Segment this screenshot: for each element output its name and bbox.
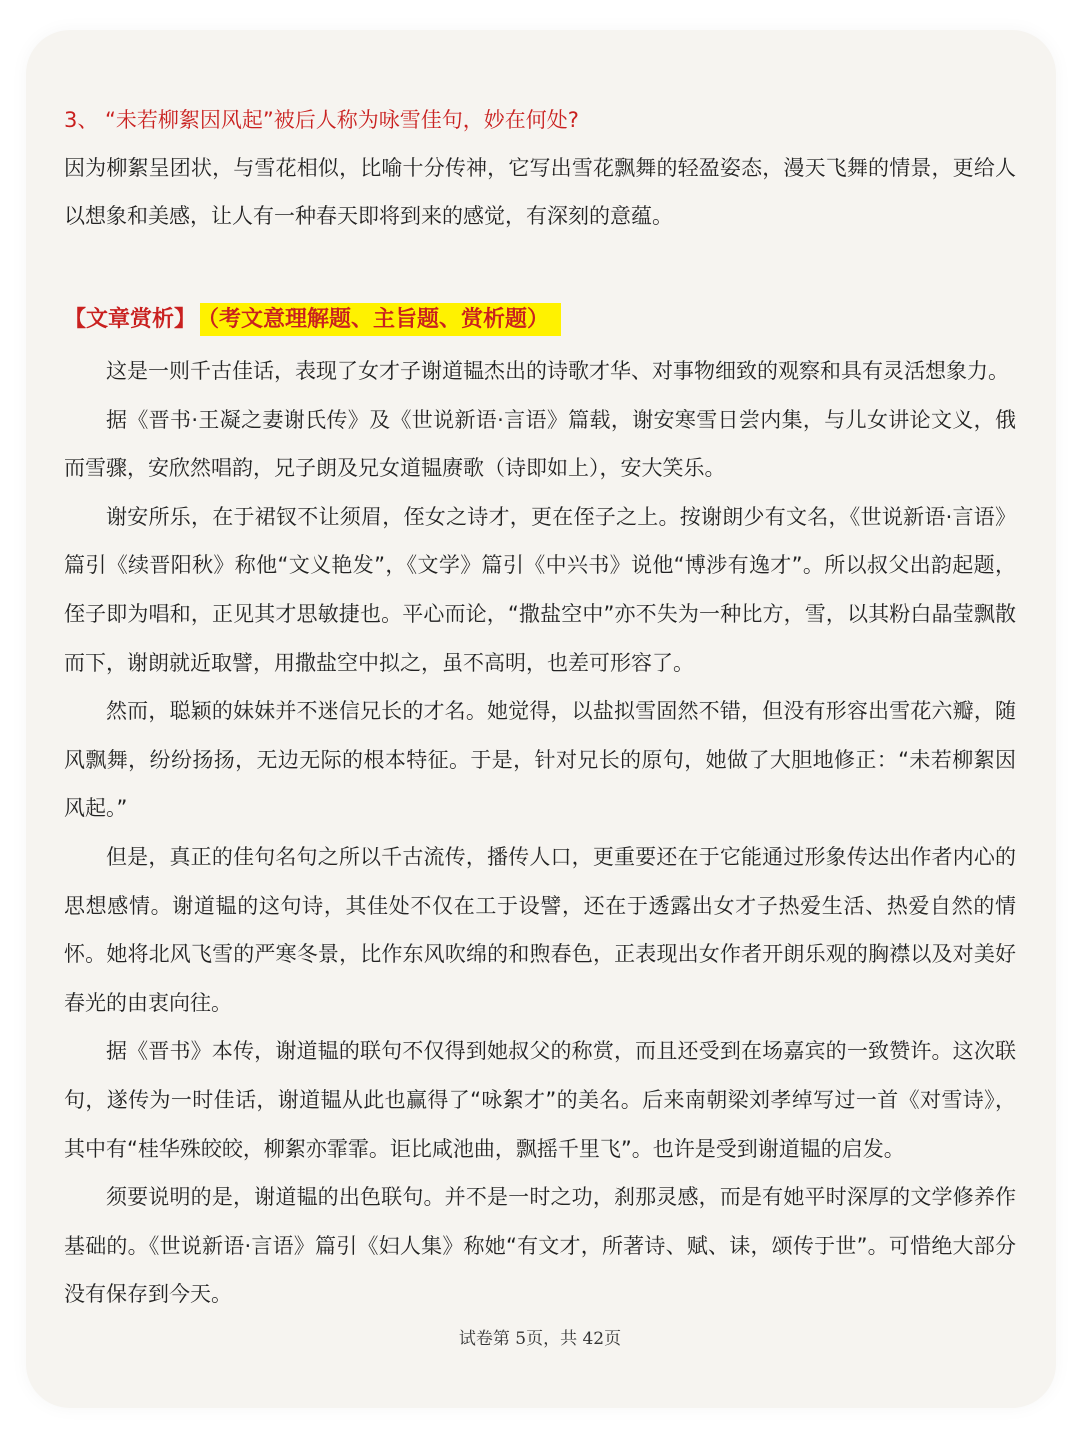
paragraph-6: 据《晋书》本传，谢道韫的联句不仅得到她叔父的称赏，而且还受到在场嘉宾的一致赞许。这次联句，遂传为一时佳话，谢道韫从此也赢得了“咏絮才”的美名。后来南朝梁刘孝绰写过一首《对雪诗》，其中有“桂华殊皎皎，柳絮亦霏霏。讵比咸池曲，飘摇千里飞”。也许是受到谢道韫的启发。 xyxy=(64,1039,1016,1161)
paragraph-2: 据《晋书·王凝之妻谢氏传》及《世说新语·言语》篇载，谢安寒雪日尝内集，与儿女讲论文义，俄而雪骤，安欣然唱韵，兄子朗及兄女道韫赓歌（诗即如上），安大笑乐。 xyxy=(64,407,1016,481)
section-title: 【文章赏析】 xyxy=(64,307,197,332)
paragraph-1: 这是一则千古佳话，表现了女才子谢道韫杰出的诗歌才华、对事物细致的观察和具有灵活想象力。 xyxy=(106,359,1009,383)
page-footer: 试卷第 5页，共 42页 xyxy=(458,1329,622,1349)
question-answer: 因为柳絮呈团状，与雪花相似，比喻十分传神，它写出雪花飘舞的轻盈姿态，漫天飞舞的情景，更给人以想象和美感，让人有一种春天即将到来的感觉，有深刻的意蕴。 xyxy=(64,156,1016,228)
paragraph-3: 谢安所乐，在于裙钗不让须眉，侄女之诗才，更在侄子之上。按谢朗少有文名，《世说新语·言语》篇引《续晋阳秋》称他“文义艳发”，《文学》篇引《中兴书》说他“博涉有逸才”。所以叔父出韵起题，侄子即为唱和，正见其才思敏捷也。平心而论，“撒盐空中”亦不失为一种比方，雪，以其粉白晶莹飘散而下，谢朗就近取譬，用撒盐空中拟之，虽不高明，也差可形容了。 xyxy=(64,504,1016,675)
section-heading xyxy=(64,296,1016,344)
section-subtitle-highlight: （考文意理解题、主旨题、赏析题） xyxy=(200,303,561,336)
document-content xyxy=(64,96,1016,1319)
paragraph-5: 但是，真正的佳句名句之所以千古流传，播传人口，更重要还在于它能通过形象传达出作者内心的思想感情。谢道韫的这句诗，其佳处不仅在工于设譬，还在于透露出女才子热爱生活、热爱自然的情怀。她将北风飞雪的严寒冬景，比作东风吹绵的和煦春色，正表现出女作者开朗乐观的胸襟以及对美好春光的由衷向往。 xyxy=(64,844,1016,1015)
paragraph-4: 然而，聪颖的妹妹并不迷信兄长的才名。她觉得，以盐拟雪固然不错，但没有形容出雪花六瓣，随风飘舞，纷纷扬扬，无边无际的根本特征。于是，针对兄长的原句，她做了大胆地修正：“未若柳絮因风起。” xyxy=(64,699,1016,821)
paragraph-7: 须要说明的是，谢道韫的出色联句。并不是一时之功，刹那灵感，而是有她平时深厚的文学修养作基础的。《世说新语·言语》篇引《妇人集》称她“有文才，所著诗、赋、诔，颂传于世”。可惜绝大部分没有保存到今天。 xyxy=(64,1185,1016,1307)
question-title: 3、 “未若柳絮因风起”被后人称为咏雪佳句，妙在何处? xyxy=(64,108,579,132)
